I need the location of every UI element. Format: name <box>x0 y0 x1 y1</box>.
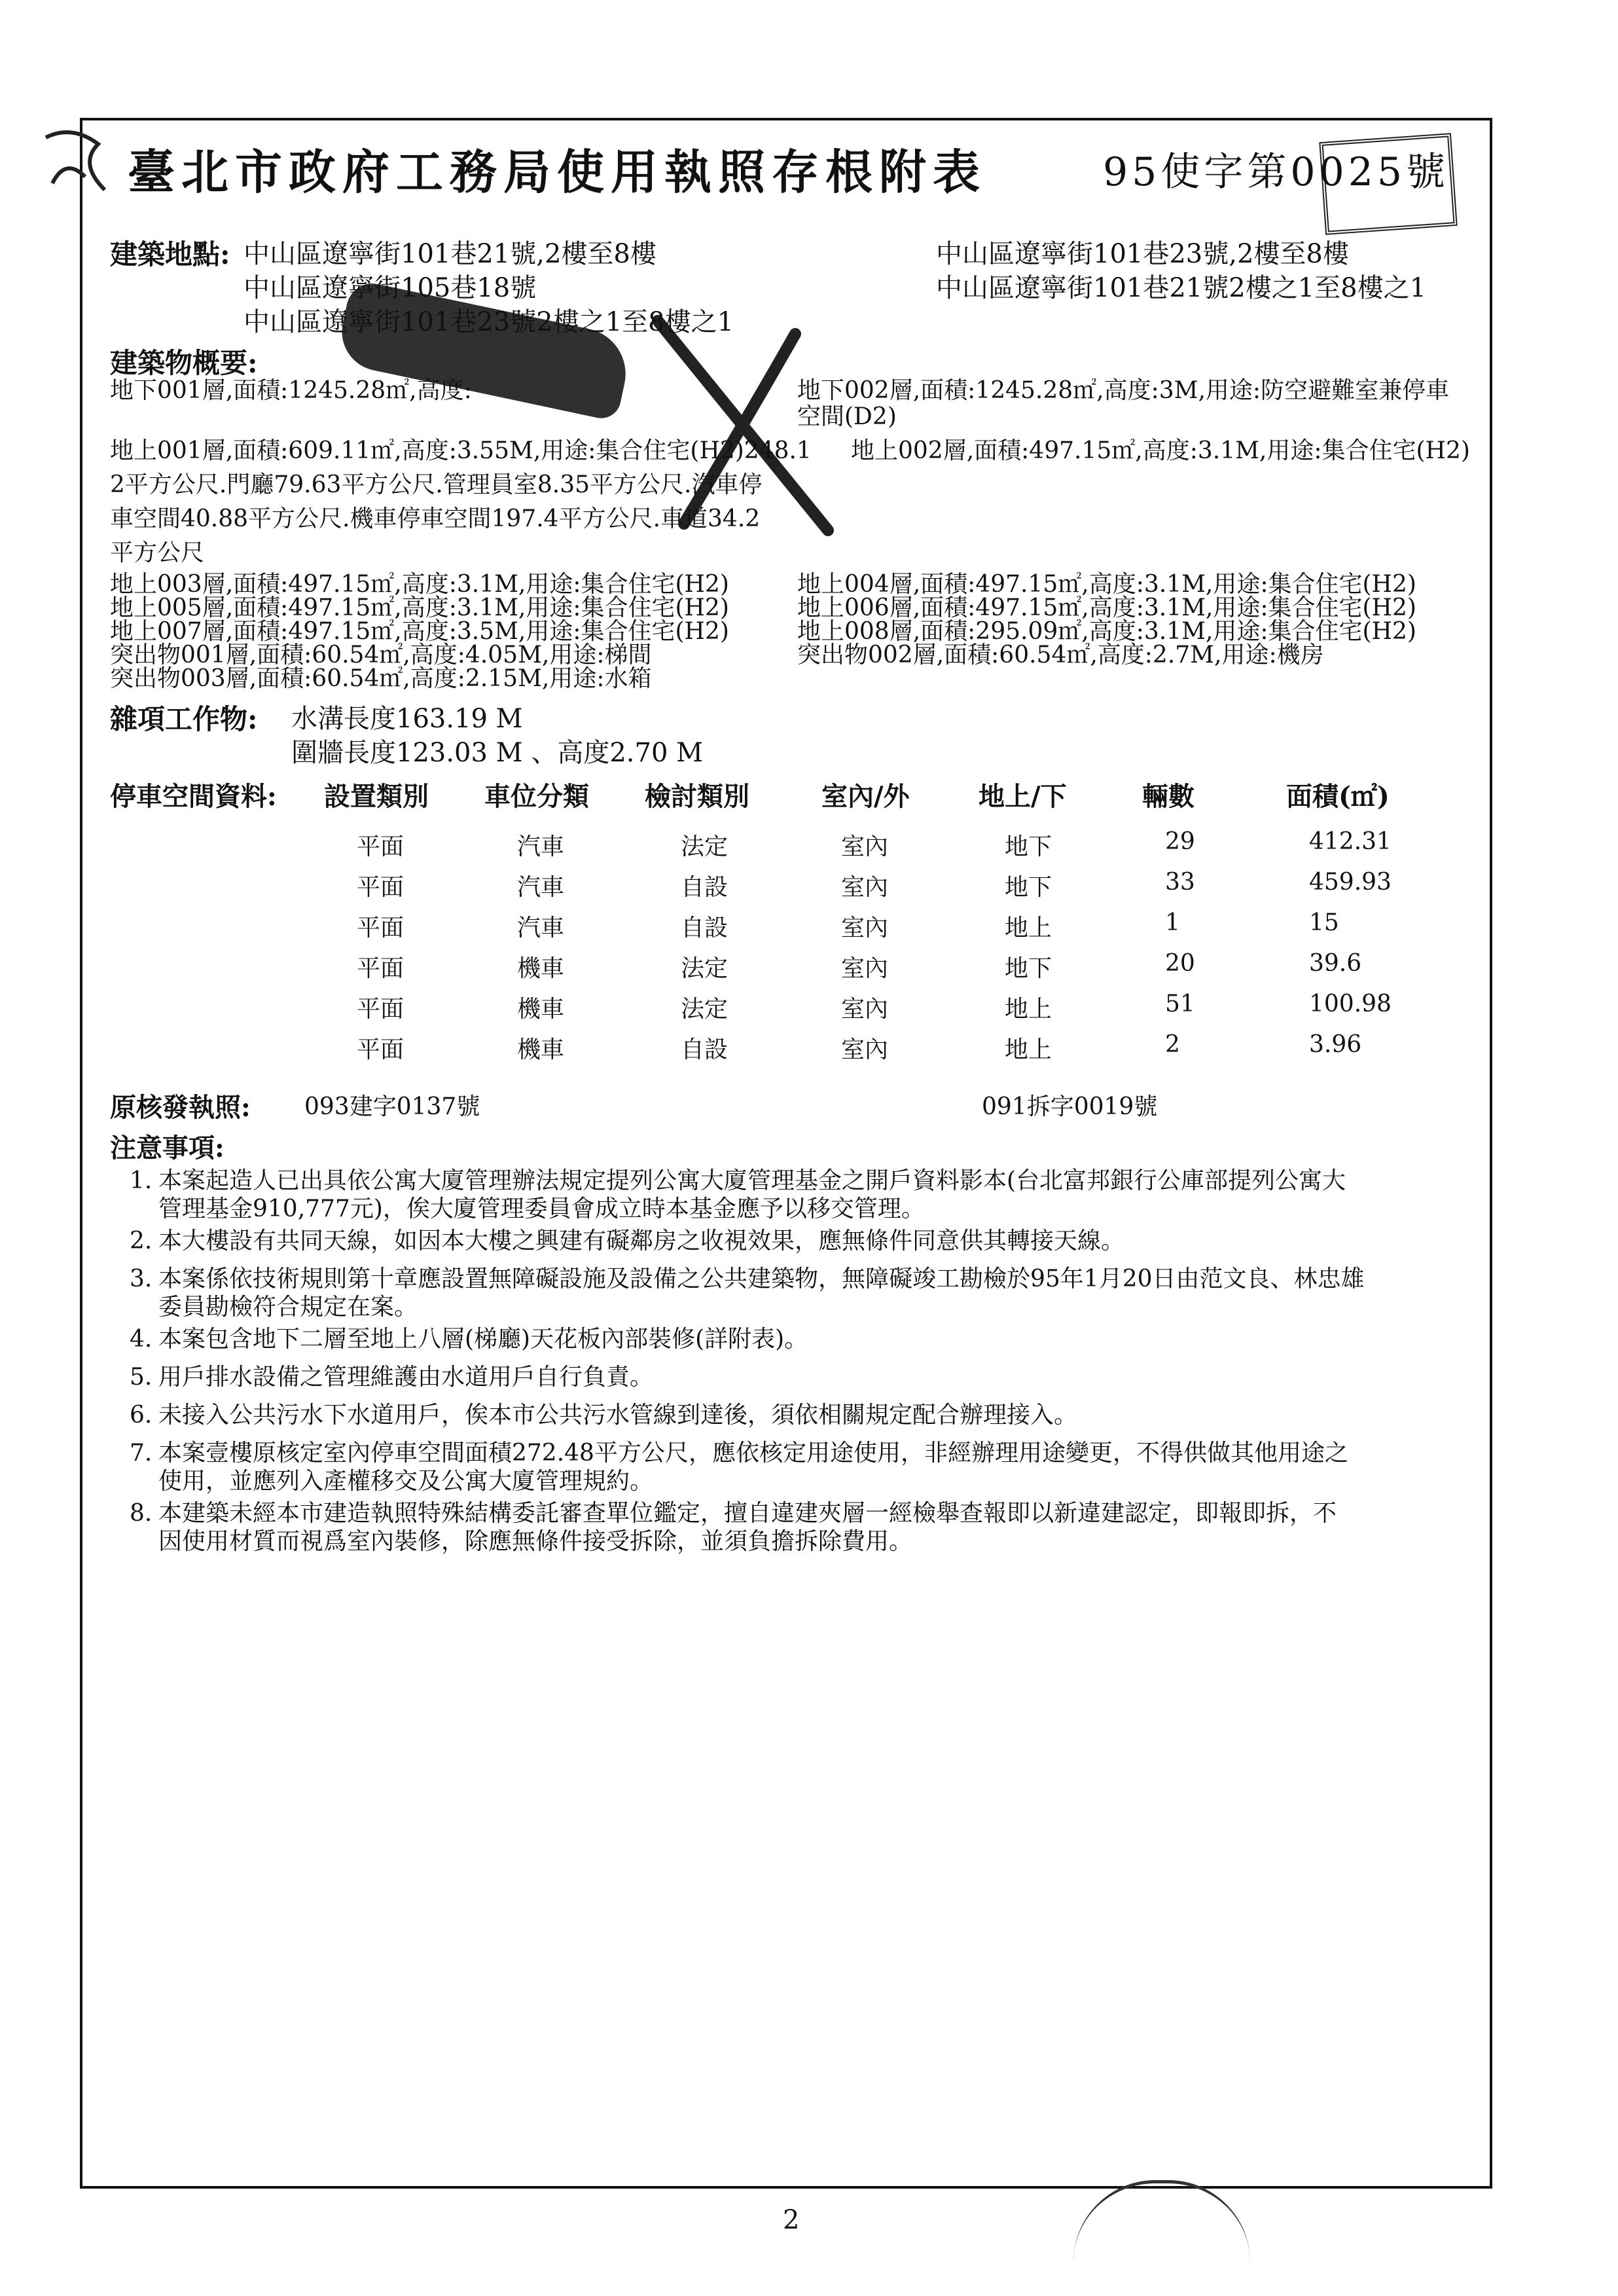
note-number: 2. <box>130 1228 153 1254</box>
misc-label: 雜項工作物: <box>110 703 258 735</box>
note-text-cont: 因使用材質而視爲室內裝修，除應無條件接受拆除，並須負擔拆除費用。 <box>158 1528 913 1555</box>
overview-label: 建築物概要: <box>110 347 258 379</box>
note-text: 本案壹樓原核定室內停車空間面積272.48平方公尺，應依核定用途使用，非經辦理用途變更，不得供做其他用途之 <box>158 1440 1348 1467</box>
overview-b2: 地下002層,面積:1245.28㎡,高度:3M,用途:防空避難室兼停車 <box>797 377 1450 404</box>
parking-header: 車位分類 <box>484 781 589 812</box>
note-item <box>130 1167 1346 1223</box>
note-text: 本大樓設有共同天線，如因本大樓之興建有礙鄰房之收視效果，應無條件同意供其轉接天線。 <box>158 1228 1125 1254</box>
parking-header: 面積(㎡) <box>1286 781 1390 812</box>
table-cell: 法定 <box>681 955 728 982</box>
table-cell: 412.31 <box>1309 828 1392 855</box>
table-cell: 地上 <box>1005 915 1052 941</box>
overview-f8: 地上008層,面積:295.09㎡,高度:3.1M,用途:集合住宅(H2) <box>797 618 1416 645</box>
original-permit-1: 093建字0137號 <box>304 1093 480 1120</box>
table-cell: 459.93 <box>1309 869 1392 896</box>
overview-f6: 地上006層,面積:497.15㎡,高度:3.1M,用途:集合住宅(H2) <box>797 594 1416 621</box>
parking-header: 輛數 <box>1142 781 1195 812</box>
table-cell: 室內 <box>841 955 889 982</box>
site-line-1: 中山區遼寧街101巷21號,2樓至8樓 <box>243 239 656 269</box>
note-number: 8. <box>130 1500 153 1527</box>
table-cell: 平面 <box>357 833 404 860</box>
table-cell: 法定 <box>681 996 728 1023</box>
note-item <box>130 1439 1348 1495</box>
table-cell: 機車 <box>517 955 565 982</box>
misc-line-2: 圍牆長度123.03 M 、高度2.70 M <box>291 738 704 768</box>
parking-header: 檢討類別 <box>645 781 749 812</box>
table-cell: 汽車 <box>517 874 565 901</box>
table-cell: 機車 <box>517 996 565 1023</box>
table-cell: 汽車 <box>517 833 565 860</box>
overview-b1: 地下001層,面積:1245.28㎡,高度: <box>110 377 472 404</box>
note-item <box>130 1227 1124 1255</box>
note-text-cont: 管理基金910,777元)，俟大廈管理委員會成立時本基金應予以移交管理。 <box>158 1195 925 1222</box>
note-number: 3. <box>130 1266 153 1292</box>
note-number: 1. <box>130 1167 153 1194</box>
table-cell: 地下 <box>1005 955 1052 982</box>
parking-header: 地上/下 <box>979 781 1067 812</box>
parking-label: 停車空間資料: <box>110 781 277 812</box>
table-cell: 自設 <box>681 915 728 941</box>
table-cell: 39.6 <box>1309 950 1362 977</box>
note-text-cont: 使用，並應列入產權移交及公寓大廈管理規約。 <box>158 1468 654 1495</box>
parking-header: 室內/外 <box>821 781 910 812</box>
note-item <box>130 1363 653 1391</box>
table-cell: 室內 <box>841 874 889 901</box>
table-cell: 汽車 <box>517 915 565 941</box>
note-number: 6. <box>130 1402 153 1429</box>
table-cell: 平面 <box>357 874 404 901</box>
note-text: 未接入公共污水下水道用戶，俟本市公共污水管線到達後，須依相關規定配合辦理接入。 <box>158 1402 1078 1429</box>
note-text: 本案係依技術規則第十章應設置無障礙設施及設備之公共建築物，無障礙竣工勘檢於95年1月20日由范文良、林忠雄 <box>158 1266 1365 1292</box>
site-line-3: 中山區遼寧街101巷23號2樓之1至8樓之1 <box>243 307 734 337</box>
document-number: 95使字第0025號 <box>1103 149 1450 195</box>
table-cell: 室內 <box>841 915 889 941</box>
note-text-cont: 委員勘檢符合規定在案。 <box>158 1294 418 1321</box>
table-cell: 自設 <box>681 1036 728 1063</box>
overview-f4: 地上004層,面積:497.15㎡,高度:3.1M,用途:集合住宅(H2) <box>797 571 1416 598</box>
table-cell: 平面 <box>357 955 404 982</box>
overview-f1-b: 2平方公尺.門廳79.63平方公尺.管理員室8.35平方公尺.汽車停 <box>110 471 763 498</box>
site-line-5: 中山區遼寧街101巷21號2樓之1至8樓之1 <box>936 273 1427 303</box>
table-cell: 機車 <box>517 1036 565 1063</box>
table-cell: 20 <box>1165 950 1195 977</box>
corner-scribble-mark <box>39 118 111 210</box>
table-cell: 地上 <box>1005 996 1052 1023</box>
overview-f3: 地上003層,面積:497.15㎡,高度:3.1M,用途:集合住宅(H2) <box>110 571 729 598</box>
table-cell: 1 <box>1165 909 1180 936</box>
table-cell: 室內 <box>841 833 889 860</box>
table-cell: 室內 <box>841 1036 889 1063</box>
table-cell: 29 <box>1165 828 1195 855</box>
overview-f2: 地上002層,面積:497.15㎡,高度:3.1M,用途:集合住宅(H2) <box>851 437 1470 464</box>
note-item <box>130 1265 1365 1321</box>
note-number: 7. <box>130 1440 153 1467</box>
table-cell: 平面 <box>357 1036 404 1063</box>
note-item <box>130 1325 808 1353</box>
note-number: 5. <box>130 1364 153 1391</box>
table-cell: 2 <box>1165 1031 1180 1058</box>
note-text: 用戶排水設備之管理維護由水道用戶自行負責。 <box>158 1364 654 1391</box>
notes-label: 注意事項: <box>110 1133 225 1163</box>
table-cell: 地下 <box>1005 833 1052 860</box>
table-cell: 平面 <box>357 996 404 1023</box>
overview-f1-c: 車空間40.88平方公尺.機車停車空間197.4平方公尺.車道34.2 <box>110 505 761 532</box>
site-label: 建築地點: <box>110 238 230 270</box>
overview-f1-a: 地上001層,面積:609.11㎡,高度:3.55M,用途:集合住宅(H2)248.1 <box>110 437 812 464</box>
table-cell: 室內 <box>841 996 889 1023</box>
note-number: 4. <box>130 1326 153 1353</box>
overview-f5: 地上005層,面積:497.15㎡,高度:3.1M,用途:集合住宅(H2) <box>110 594 729 621</box>
table-cell: 15 <box>1309 909 1339 936</box>
misc-line-1: 水溝長度163.19 M <box>291 704 523 734</box>
note-text: 本建築未經本市建造執照特殊結構委託審查單位鑑定，擅自違建夾層一經檢舉查報即以新違建認定，即報即拆，不 <box>158 1500 1337 1527</box>
site-line-2: 中山區遼寧街105巷18號 <box>243 273 537 303</box>
note-text: 本案起造人已出具依公寓大廈管理辦法規定提列公寓大廈管理基金之開戶資料影本(台北富邦銀行公庫部提列公寓大 <box>158 1167 1346 1194</box>
site-line-4: 中山區遼寧街101巷23號,2樓至8樓 <box>936 239 1349 269</box>
table-cell: 3.96 <box>1309 1031 1362 1058</box>
note-text: 本案包含地下二層至地上八層(梯廳)天花板內部裝修(詳附表)。 <box>158 1326 808 1353</box>
parking-header: 設置類別 <box>324 781 429 812</box>
overview-f7: 地上007層,面積:497.15㎡,高度:3.5M,用途:集合住宅(H2) <box>110 618 729 645</box>
overview-b2-cont: 空間(D2) <box>797 403 897 430</box>
table-cell: 100.98 <box>1309 991 1392 1017</box>
overview-f1-d: 平方公尺 <box>110 539 205 566</box>
table-cell: 51 <box>1165 991 1195 1017</box>
original-permit-2: 091拆字0019號 <box>982 1093 1158 1120</box>
table-cell: 法定 <box>681 833 728 860</box>
overview-r3: 突出物003層,面積:60.54㎡,高度:2.15M,用途:水箱 <box>110 665 652 692</box>
table-cell: 自設 <box>681 874 728 901</box>
overview-r2: 突出物002層,面積:60.54㎡,高度:2.7M,用途:機房 <box>797 642 1324 668</box>
note-item <box>130 1499 1337 1556</box>
table-cell: 地下 <box>1005 874 1052 901</box>
table-cell: 33 <box>1165 869 1195 896</box>
bottom-seal-stamp <box>1073 2180 1250 2262</box>
original-permit-label: 原核發執照: <box>110 1092 251 1123</box>
table-cell: 平面 <box>357 915 404 941</box>
overview-r1: 突出物001層,面積:60.54㎡,高度:4.05M,用途:梯間 <box>110 642 652 668</box>
page-number: 2 <box>783 2205 800 2235</box>
table-cell: 地上 <box>1005 1036 1052 1063</box>
note-item <box>130 1401 1077 1429</box>
page-title: 臺北市政府工務局使用執照存根附表 <box>128 144 987 200</box>
